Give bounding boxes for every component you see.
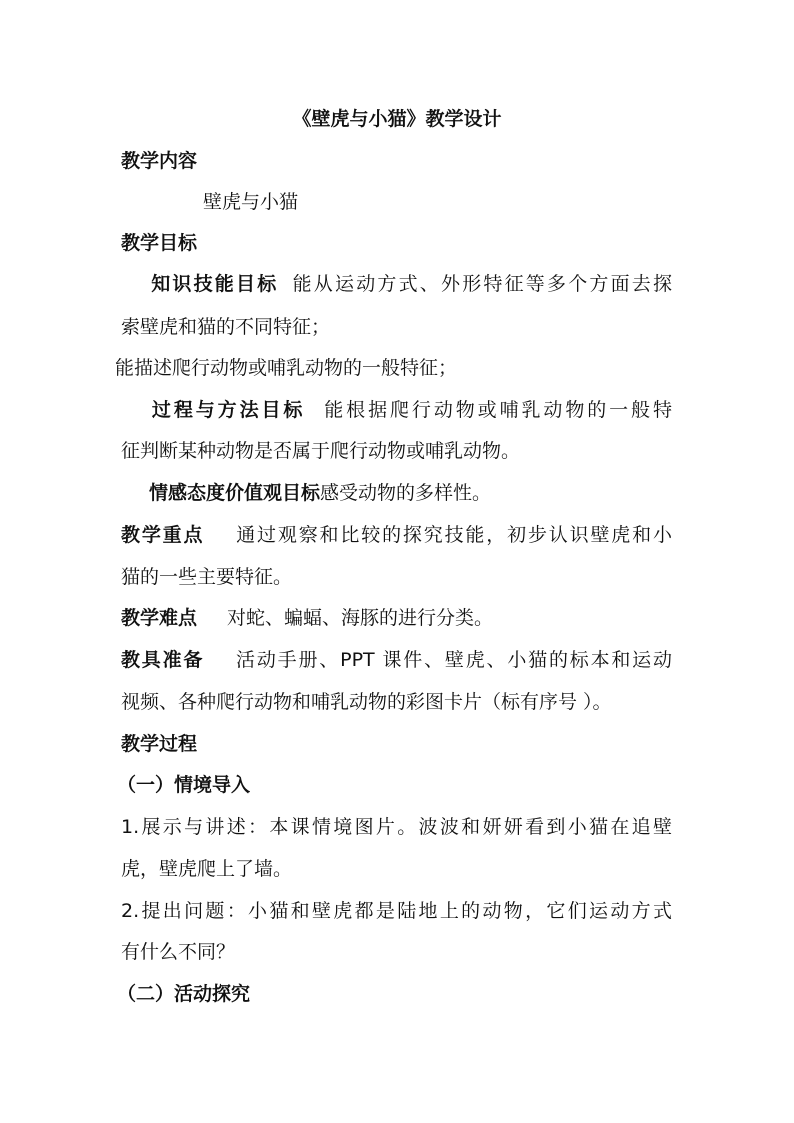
process-item2-line1: 2.提出问题：小猫和壁虎都是陆地上的动物，它们运动方式: [121, 900, 672, 922]
materials-line2: 视频、各种爬行动物和哺乳动物的彩图卡片（标有序号 ）。: [121, 691, 612, 713]
knowledge-objective-line2: 索壁虎和猫的不同特征；: [121, 316, 331, 338]
materials-line1: [121, 647, 672, 673]
process-objective-text: 能根据爬行动物或哺乳动物的一般特: [321, 399, 672, 421]
key-points-text: 通过观察和比较的探究技能，初步认识壁虎和小: [234, 524, 672, 546]
content-heading: 教学内容: [121, 150, 198, 172]
section-activity-heading: （二）活动探究: [117, 983, 251, 1005]
process-item1-line2: 虎，壁虎爬上了墙。: [121, 858, 293, 880]
emotion-objective-label: 情感态度价值观目标: [149, 482, 321, 504]
process-item1-line1: 1.展示与讲述：本课情境图片。波波和妍妍看到小猫在追壁: [121, 816, 672, 838]
content-text: 壁虎与小猫: [203, 191, 299, 213]
objectives-heading: 教学目标: [121, 232, 198, 254]
materials-text: 活动手册、PPT 课件、壁虎、小猫的标本和运动: [234, 649, 672, 671]
process-item2-line2: 有什么不同？: [121, 941, 236, 963]
key-points-label: 教学重点: [121, 524, 205, 546]
difficulties-label: 教学难点: [121, 607, 198, 629]
section-intro-heading: （一）情境导入: [117, 774, 251, 796]
key-points-line2: 猫的一些主要特征。: [121, 566, 293, 588]
process-objective-label: 过程与方法目标: [149, 399, 306, 421]
key-points-line1: [121, 522, 672, 548]
difficulties-line: [121, 605, 493, 631]
knowledge-objective-line3: 能描述爬行动物或哺乳动物的一般特征；: [115, 357, 458, 379]
process-heading: 教学过程: [121, 733, 198, 755]
process-objective-line1: [121, 397, 672, 423]
knowledge-objective-line1: [121, 271, 672, 297]
emotion-objective-line: [121, 480, 491, 506]
materials-label: 教具准备: [121, 649, 205, 671]
document-title: 《壁虎与小猫》教学设计: [292, 108, 502, 130]
knowledge-objective-label: 知识技能目标: [149, 273, 279, 295]
difficulties-text: 对蛇、蝙蝠、海豚的进行分类。: [227, 607, 494, 629]
emotion-objective-text: 感受动物的多样性。: [320, 482, 492, 504]
knowledge-objective-text: 能从运动方式、外形特征等多个方面去探: [290, 273, 672, 295]
process-objective-line2: 征判断某种动物是否属于爬行动物或哺乳动物。: [121, 440, 521, 462]
